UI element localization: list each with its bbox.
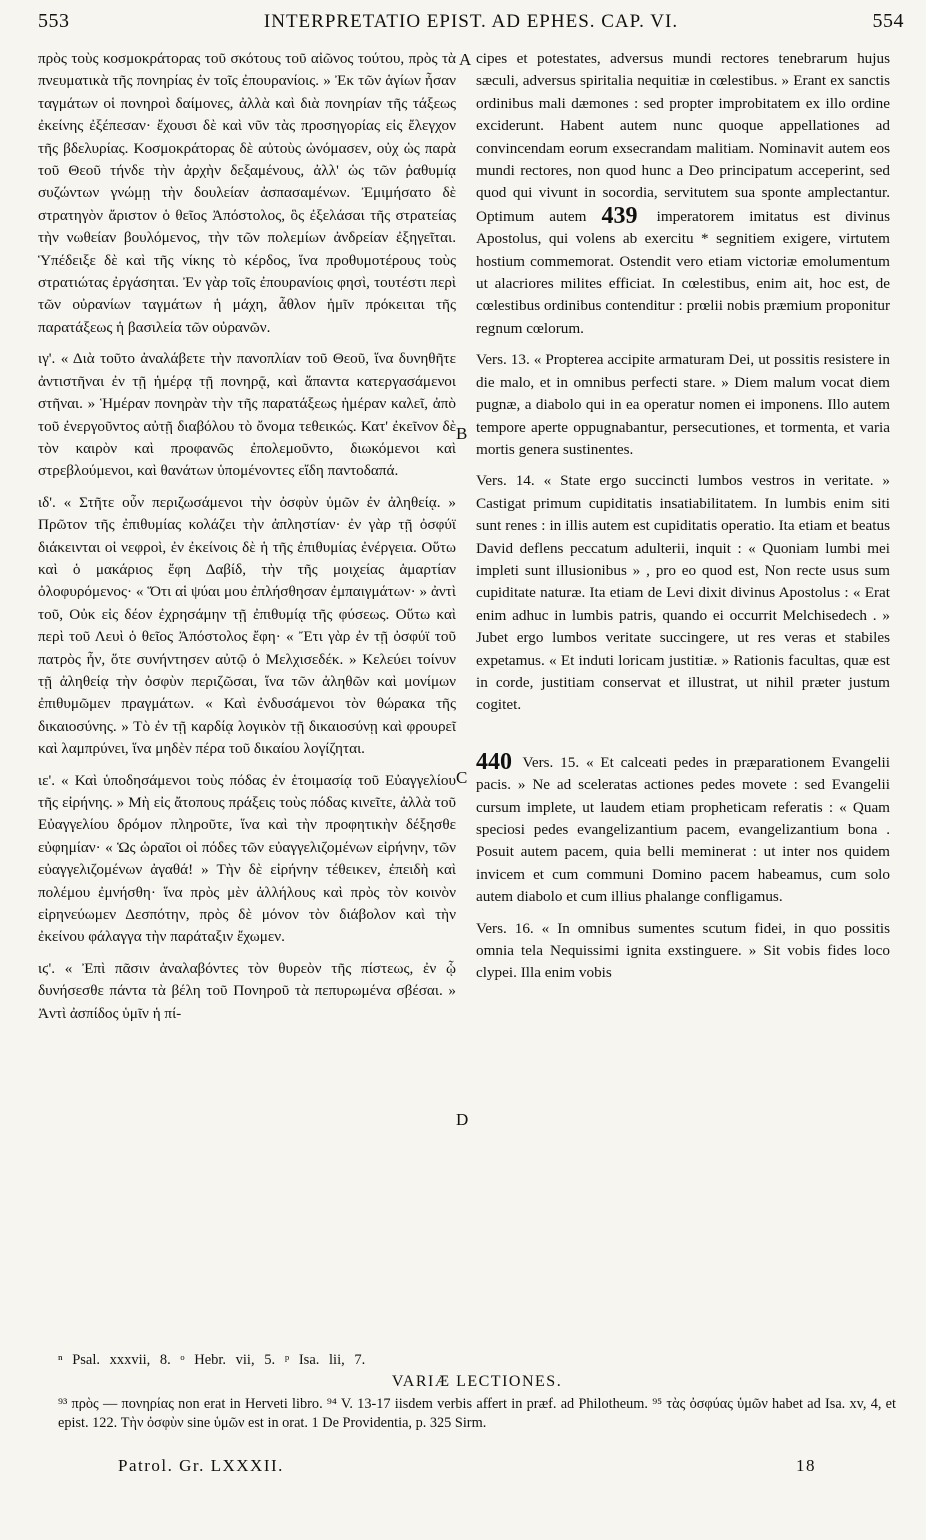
greek-paragraph: ιδ'. « Στῆτε οὖν περιζωσάμενοι τὴν ὀσφὺν ὑμῶν ἐν ἀληθείᾳ. » Πρῶτον τῆς ἐπιθυμίας κολάζει τὴν ἀπληστίαν· ἐν γὰρ τῇ ὀσφύϊ διάκεινται οἱ νεφροὶ, ἐν ἐκείνοις δὲ ἡ τῆς ἐπιθυμίας ἐνέργεια. Οὕτω καὶ ὁ μακάριος ἔφη Δαβίδ, τὴν τῆς μοιχείας ἁμαρτίαν ὀλοφυρόμενος· « Ὅτι αἱ ψύαι μου ἐπλήσθησαν ἐμπαιγμάτων· » ἀντὶ τοῦ, Οὐκ εἰς δέον ἐχρησάμην τῇ ἐπιθυμίᾳ τῆς φύσεως. Οὕτω καὶ περὶ τοῦ Λευὶ ὁ θεῖος Ἀπόστολος ἔφη· « Ἔτι γὰρ ἐν τῇ ὀσφύϊ τοῦ πατρὸς ἦν, ὅτε συνήντησεν αὐτῷ ὁ Μελχισεδέκ. » Κελεύει τοίνυν τῇ ἀληθείᾳ τὴν ὀσφὺν περιζῶσαι, ἵνα τῶν ἀληθῶν καὶ μονίμων ἐπιθυμῶμεν πραγμάτων. « Καὶ ἐνδυσάμενοι τὸν θώρακα τῆς δικαιοσύνης. » Τὸ ἐν τῇ καρδίᾳ λογικὸν τῇ δικαιοσύνῃ καὶ φρουρεῖ καὶ λαμπρύνει, ἵνα μηδὲν πέρα τοῦ δικαίου λογίζηται. bbox=[38, 493, 456, 758]
latin-text: imperatorem imitatus est divinus Apostolus, qui volens ab exercitu * segnitiem exigere, virtutem hostium commemorat. Ostendit vero etiam victoriæ emolumentum ut alacriores milites efficiat. In cœlestibus, enim ait, hoc est, de cœlestibus ordinibus contenditur : prœlii nobis præmium proponitur regnum cœlorum. bbox=[476, 207, 890, 337]
margin-marker-b: B bbox=[456, 424, 468, 443]
page-header bbox=[38, 10, 904, 40]
latin-paragraph bbox=[476, 48, 890, 340]
margin-marker-a: A bbox=[459, 50, 472, 69]
footer-signature: 18 bbox=[796, 1456, 816, 1475]
margin-marker-d: D bbox=[456, 1110, 469, 1129]
column-number-440: 440 bbox=[476, 748, 512, 775]
greek-paragraph: ιε'. « Καὶ ὑποδησάμενοι τοὺς πόδας ἐν ἑτοιμασίᾳ τοῦ Εὐαγγελίου τῆς εἰρήνης. » Μὴ εἰς ἄτοπους πράξεις τοὺς πόδας κινεῖτε, ἀλλὰ τοῦ Εὐαγγελίου δρόμον πληροῦτε, ἵνα καὶ τὴν προφητικὴν δέξησθε εὐφημίαν· « Ὡς ὡραῖοι οἱ πόδες τῶν εὐαγγελιζομένων εἰρήνην, τῶν εὐαγγελιζομένων ἀγαθά! » Τὴν δὲ εἰρήνην τέθεικεν, ἐπειδὴ καὶ πολέμου ἐμνήσθη· ἵνα πρὸς μὲν ἀλλήλους καὶ πρὸς τὸν κοινὸν εἰρηνεύωμεν Δεσπότην, πρὸς δὲ μόνον τὸν διάβολον καὶ τὴν ἐκείνου φάλαγγα τὴν παράταξιν ἔχωμεν. bbox=[38, 771, 456, 946]
column-number-439: 439 bbox=[601, 202, 638, 229]
latin-paragraph: Vers. 14. « State ergo succincti lumbos vestros in veritate. » Castigat primum cupiditatis insatiabilitatem. In lumbis enim siti sunt renes : in illis autem est cupiditatis operatio. Ita etiam et beatus David deflens peccatum adulterii, inquit : « Quoniam lumbi mei impleti sunt illusionibus » , pro eo quod est, Non recte usus sum cupiditate naturæ. Ita etiam de Levi dixit divinus Apostolus : « Erat enim adhuc in lumbis patris, quando ei occurrit Melchisedech . » Jubet ergo lumbos veritate succingere, ut res veras et stabiles expetamus. « Et induti loricam justitiæ. » Rationis facultas, quæ est in corde, justitiam conservat et illustrat, ut nihil præter justum cogitet. bbox=[476, 472, 890, 714]
greek-column bbox=[38, 48, 456, 1034]
scripture-references: ⁿ Psal. xxxvii, 8. ᵒ Hebr. vii, 5. ᵖ Isa. lii, 7. bbox=[58, 1352, 366, 1368]
greek-paragraph: ιγ'. « Διὰ τοῦτο ἀναλάβετε τὴν πανοπλίαν τοῦ Θεοῦ, ἵνα δυνηθῆτε ἀντιστῆναι ἐν τῇ ἡμέρᾳ τῇ πονηρᾷ, καὶ ἅπαντα κατεργασάμενοι στῆναι. » Ἡμέραν πονηρὰν τὴν τῆς παρατάξεως ἡμέραν καλεῖ, ἀπὸ τοῦ ἐνεργοῦντος αὐτῇ διαβόλου τὸ ὄνομα τεθεικώς. Κατ' ἐκεῖνον δὲ τὸν καιρὸν καὶ προφανῶς ἐπολεμοῦντο, διωκόμενοι καὶ στρεβλούμενοι, καὶ θανάτων ὑπομένοντες εἴδη παντοδαπά. bbox=[38, 350, 456, 480]
latin-paragraph: Vers. 13. « Propterea accipite armaturam Dei, ut possitis resistere in die malo, et in omnibus perfecti stare. » Diem malum vocat diem pugnæ, a diabolo qui in ea operatur nomen ei imponens. Illo autem tempore aperte oppugnabantur, persecutiones, et tormenta, et varia mortis genera sustinentes. bbox=[476, 351, 890, 458]
page-number-left: 553 bbox=[38, 10, 70, 32]
latin-column bbox=[476, 48, 890, 994]
greek-paragraph: πρὸς τοὺς κοσμοκράτορας τοῦ σκότους τοῦ αἰῶνος τούτου, πρὸς τὰ πνευματικὰ τῆς πονηρίας ἐν τοῖς ἐπουρανίοις. » Ἐκ τῶν ἁγίων ἦσαν ταγμάτων οἱ πονηροὶ δαίμονες, ἀλλὰ καὶ διὰ πονηρίαν τῆς τάξεως ἐκείνης ἐξέπεσαν· ἔχουσι δὲ καὶ νῦν τὰς προσηγορίας εἰς ἔλεγχον τῆς βδελυρίας. Κοσμοκράτορας δὲ αὐτοὺς ὠνόμασεν, οὐχ ὡς παρὰ τοῦ Θεοῦ τήνδε τὴν ἀρχὴν δεξαμένους, ἀλλ' ὡς τῶν ῥαθυμίᾳ συζώντων γνώμῃ τὴν δουλείαν ἀσπασαμένων. Ἐμιμήσατο δὲ στρατηγὸν ἄριστον ὁ θεῖος Ἀπόστολος, ὃς ἐξελάσαι τῆς στρατείας τὴν νωθείαν βουλόμενος, τὴν τῶν πολεμίων ἀνδρείαν ἐξηγεῖται. Ὑπέδειξε δὲ καὶ τῆς νίκης τὸ κέρδος, ἵνα προθυμοτέρους τοὺς στρατιώτας ἐργάσηται. Ἐν γὰρ τοῖς ἐπουρανίοις φησὶ, τουτέστι περὶ τῶν οὐρανίων ταγμάτων ἡ μάχη, ἆθλον ἡμῖν πρόκειται τῆς παρατάξεως ἡ βασιλεία τῶν οὐρανῶν. bbox=[38, 50, 456, 336]
page-footer bbox=[118, 1456, 816, 1476]
variae-lectiones-title: VARIÆ LECTIONES. bbox=[391, 1373, 563, 1390]
running-title: INTERPRETATIO EPIST. AD EPHES. CAP. VI. bbox=[263, 11, 679, 32]
footer-patrologia: Patrol. Gr. LXXXII. bbox=[118, 1456, 284, 1475]
page-number-right: 554 bbox=[872, 10, 904, 32]
margin-marker-c: C bbox=[456, 768, 468, 787]
footnotes bbox=[58, 1352, 896, 1433]
latin-text: Vers. 15. « Et calceati pedes in præparationem Evangelii pacis. » Ne ad sceleratas actiones pedes movete : sed Evangelii cursum implete, ut laudem etiam propheticam referatis : « Quam speciosi pedes evangelizantium pacem, evangelizantium bona . Posuit autem pacem, quia belli meminerat : ut inter nos quidem invicem et cum communi Domino pacem habeamus, cum solo autem diabolo et cum illius phalange confligamus. bbox=[476, 753, 890, 906]
latin-paragraph: Vers. 16. « In omnibus sumentes scutum fidei, in quo possitis omnia tela Nequissimi ignita exstinguere. » Sit vobis fides loco clypei. Illa enim vobis bbox=[476, 919, 890, 982]
latin-text: cipes et potestates, adversus mundi rectores tenebrarum hujus sæculi, adversus spiritalia nequitiæ in cœlestibus. » Erant ex sanctis ordinibus mali dæmones : sed propter improbitatem ex illo ordine exciderunt. Habent autem nunc quoque appellationes ad convincendam eorum exsecrandam malitiam. Nominavit autem eos mundi rectores, non quod hunc a Deo principatum acceperint, sed quod qui vivunt in socordia, servitutem sua sponte amplectantur. Optimum autem bbox=[476, 50, 890, 225]
variae-lectiones-text: ⁹³ πρὸς — πονηρίας non erat in Herveti libro. ⁹⁴ V. 13-17 iisdem verbis affert in præf. ad Philotheum. ⁹⁵ τὰς ὀσφύας ὑμῶν habet ad Isa. xv, 4, et epist. 122. Τὴν ὀσφὺν sine ὑμῶν est in orat. 1 De Providentia, p. 325 Sirm. bbox=[58, 1396, 896, 1431]
greek-paragraph: ιϛ'. « Ἐπὶ πᾶσιν ἀναλαβόντες τὸν θυρεὸν τῆς πίστεως, ἐν ᾧ δυνήσεσθε πάντα τὰ βέλη τοῦ Πονηροῦ τὰ πεπυρωμένα σβέσαι. » Ἀντὶ ἀσπίδος ὑμῖν ἡ πί- bbox=[38, 959, 456, 1022]
latin-paragraph bbox=[476, 748, 890, 909]
